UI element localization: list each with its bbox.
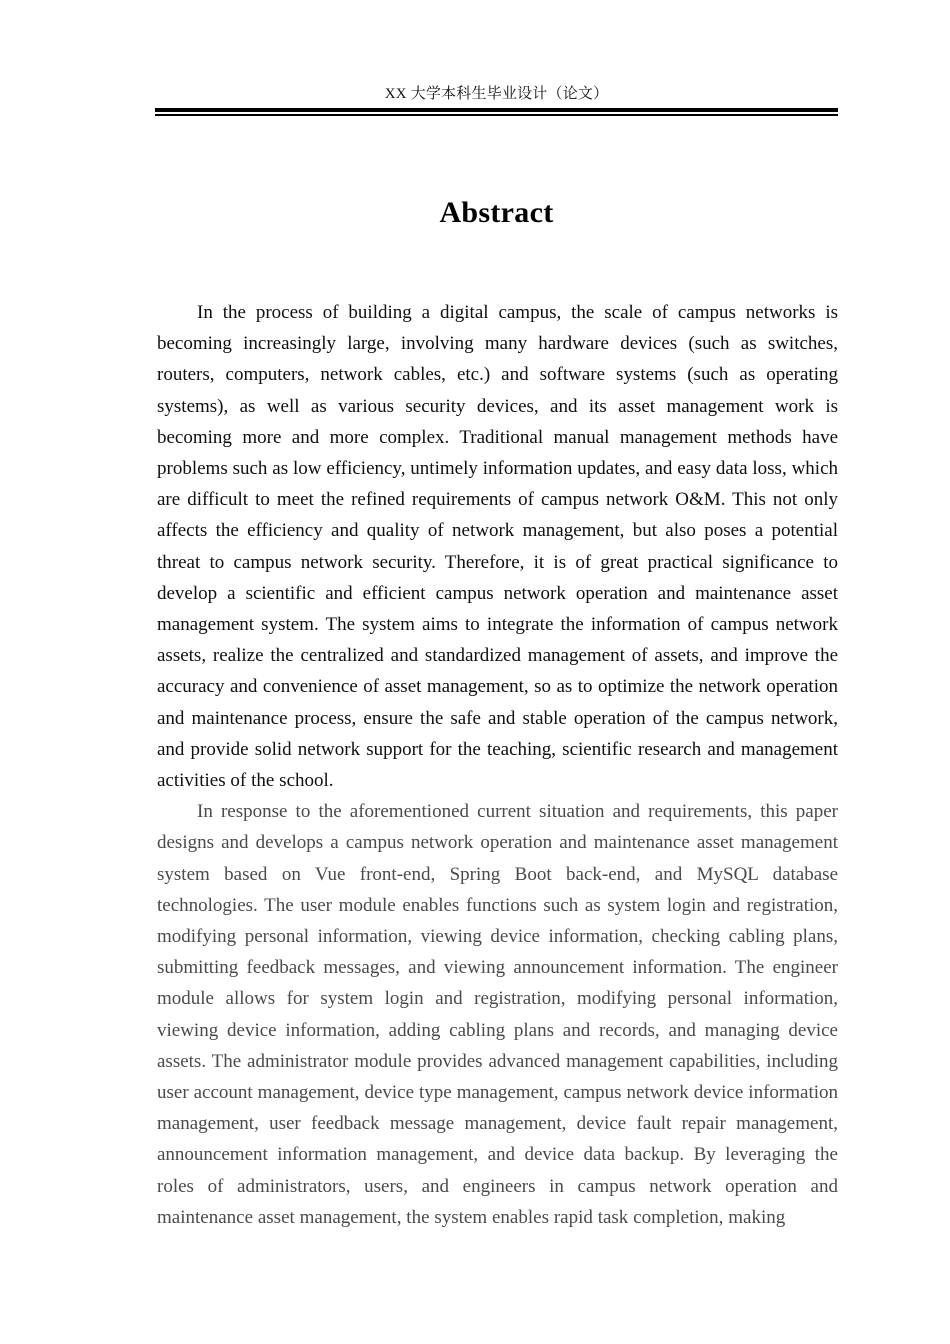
page-header: [155, 84, 838, 116]
page-title: Abstract: [439, 196, 554, 229]
abstract-body: [157, 297, 838, 1233]
header-rule-thin: [155, 114, 838, 116]
running-header-title: XX 大学本科生毕业设计（论文）: [384, 86, 609, 102]
abstract-paragraph-2: In response to the aforementioned current situation and requirements, this paper designs and develops a campus network operation and maintenance asset management system based on Vue front-end, Spring Boot back-end, and MySQL database technologies. The user module enables functions such as system login and registration, modifying personal information, viewing device information, checking cabling plans, submitting feedback messages, and viewing announcement information. The engineer module allows for system login and registration, modifying personal information, viewing device information, adding cabling plans and records, and managing device assets. The administrator module provides advanced management capabilities, including user account management, device type management, campus network device information management, user feedback message management, device fault repair management, announcement information management, and device data backup. By leveraging the roles of administrators, users, and engineers in campus network operation and maintenance asset management, the system enables rapid task completion, making: [157, 801, 838, 1228]
abstract-paragraph-1: In the process of building a digital campus, the scale of campus networks is becoming increasingly large, involving many hardware devices (such as switches, routers, computers, network cables, etc.) and software systems (such as operating systems), as well as various security devices, and its asset management work is becoming more and more complex. Traditional manual management methods have problems such as low efficiency, untimely information updates, and easy data loss, which are difficult to meet the refined requirements of campus network O&M. This not only affects the efficiency and quality of network management, but also poses a potential threat to campus network security. Therefore, it is of great practical significance to develop a scientific and efficient campus network operation and maintenance asset management system. The system aims to integrate the information of campus network assets, realize the centralized and standardized management of assets, and improve the accuracy and convenience of asset management, so as to optimize the network operation and maintenance process, ensure the safe and stable operation of the campus network, and provide solid network support for the teaching, scientific research and management activities of the school.: [157, 302, 838, 792]
